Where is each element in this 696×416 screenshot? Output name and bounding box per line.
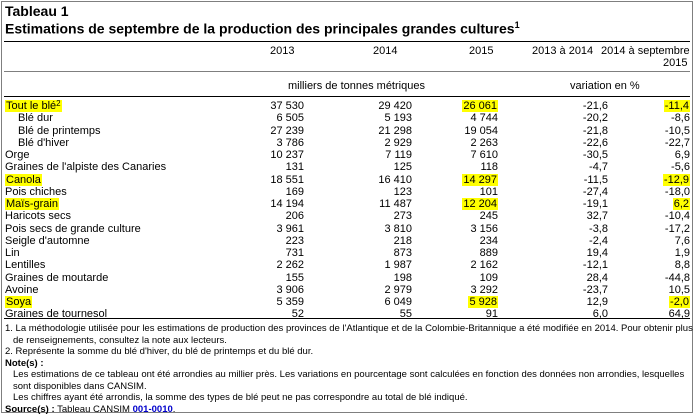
col-2015: 2015 [469, 45, 494, 57]
cell-5: -8,6 [671, 112, 690, 125]
cell-1: 169 [285, 185, 304, 198]
col-2013-2014: 2013 à 2014 [532, 45, 594, 57]
cell-2: 198 [393, 271, 412, 284]
col-2014: 2014 [373, 45, 398, 57]
cell-4: 19,4 [586, 247, 608, 259]
cell-3: 91 [485, 308, 498, 321]
row-label: Haricots secs [5, 210, 72, 223]
notes-heading: Note(s) : [5, 357, 44, 369]
cell-1: 10 237 [270, 149, 304, 161]
table-row [4, 284, 694, 296]
cell-4: -4,7 [589, 161, 608, 174]
cell-4: 32,7 [586, 210, 608, 223]
row-label: Pois secs de grande culture [5, 222, 141, 235]
cell-1: 3 786 [276, 136, 304, 149]
cell-5: 6,9 [674, 149, 690, 161]
table-row [4, 137, 694, 149]
cell-3: 14 297 [463, 173, 497, 186]
table-row [4, 259, 694, 271]
footnote-1: 1. La méthodologie utilisée pour les estimations de production des provinces de l'Atlantique et de la Colombie-Britannique a été modifiée en 2014. Pour obtenir plus [5, 323, 693, 334]
cell-2: 5 193 [384, 112, 412, 125]
col-2014-sept: 2014 à septembre [601, 45, 690, 57]
cell-5: -12,9 [663, 173, 689, 186]
cell-4: -3,8 [589, 222, 608, 235]
table-row [4, 296, 694, 308]
cell-1: 731 [285, 247, 304, 259]
cell-1: 223 [285, 234, 304, 247]
note-a: Les estimations de ce tableau ont été arrondies au millier près. Les variations en pourcentage sont calculées en fonction des données non arrondies, lesquelles [13, 369, 685, 380]
note-a-cont: sont disponibles dans CANSIM. [13, 380, 147, 392]
cell-5: -17,2 [664, 222, 690, 235]
cell-3: 19 054 [464, 124, 498, 137]
cell-1: 37 530 [270, 100, 304, 112]
cell-2: 2 979 [384, 283, 412, 296]
header-bottom-rule [4, 96, 690, 97]
cell-5: -5,6 [671, 161, 690, 174]
cell-1: 52 [291, 308, 304, 321]
cell-2: 6 049 [384, 296, 412, 308]
row-label: Avoine [5, 283, 39, 296]
cell-5: -11,4 [664, 100, 689, 112]
table-row [4, 125, 694, 137]
row-label: Canola [6, 173, 41, 186]
header-mid-rule [4, 71, 690, 72]
cell-5: -10,4 [664, 210, 690, 223]
cell-2: 1 987 [384, 259, 412, 272]
row-label: Blé de printemps [18, 124, 101, 137]
table-row [4, 272, 694, 284]
cell-1: 18 551 [270, 173, 304, 186]
header-top-rule [4, 41, 690, 42]
cell-1: 206 [285, 210, 304, 223]
cell-2: 873 [393, 247, 412, 259]
title-footnote-ref[interactable]: 1 [514, 20, 520, 30]
cell-1: 14 194 [270, 198, 304, 210]
cell-3: 889 [479, 247, 498, 259]
cell-2: 2 929 [384, 136, 412, 149]
row-label: Lentilles [5, 259, 46, 272]
unit-left: milliers de tonnes métriques [288, 80, 425, 92]
row-label: Pois chiches [5, 185, 67, 198]
cell-3: 234 [479, 234, 498, 247]
cell-3: 118 [480, 161, 498, 174]
table-row [4, 112, 694, 124]
table-title: Estimations de septembre de la production des principales grandes cultures$^1$ [5, 20, 520, 37]
cell-2: 55 [399, 308, 412, 321]
row-label: Graines de l'alpiste des Canaries [5, 161, 167, 174]
table-row [4, 100, 694, 112]
table-row [4, 149, 694, 161]
table-row [4, 210, 694, 222]
cell-5: 64,9 [668, 308, 690, 321]
unit-right: variation en % [570, 80, 640, 92]
row-label: Graines de moutarde [5, 271, 109, 284]
table-row [4, 198, 694, 210]
cell-3: 2 162 [470, 259, 498, 272]
cell-1: 155 [285, 271, 304, 284]
cell-2: 218 [393, 234, 412, 247]
cell-4: -22,6 [582, 136, 608, 149]
col-2013: 2013 [270, 45, 295, 57]
cell-3: 4 744 [470, 112, 498, 125]
row-footnote-ref[interactable]: 2 [56, 99, 61, 108]
cell-3: 101 [479, 185, 498, 198]
cell-4: -30,5 [582, 149, 608, 161]
cell-5: -18,0 [664, 185, 690, 198]
cell-3: 26 061 [463, 100, 497, 112]
cell-4: -21,6 [582, 100, 608, 112]
cell-1: 6 505 [276, 112, 304, 125]
table-row [4, 247, 694, 259]
row-label: Lin [5, 247, 20, 259]
cell-4: -2,4 [589, 234, 608, 247]
cell-1: 3 961 [276, 222, 304, 235]
cell-3: 2 263 [470, 136, 498, 149]
cell-1: 3 906 [276, 283, 304, 296]
cell-4: -12,1 [582, 259, 608, 272]
col-2014-sept-2015: 2015 [663, 57, 688, 69]
cell-5: -2,0 [670, 296, 689, 308]
cell-4: -19,1 [582, 198, 608, 210]
source-text: Tableau CANSIM [57, 403, 130, 415]
cell-4: -27,4 [582, 185, 608, 198]
cell-5: 10,5 [668, 283, 690, 296]
table-label: Tableau 1 [5, 3, 69, 19]
footnote-2: 2. Représente la somme du blé d'hiver, du blé de printemps et du blé dur. [5, 346, 314, 357]
cell-5: -44,8 [664, 271, 690, 284]
source-link[interactable]: 001-0010 [132, 403, 173, 415]
cell-3: 7 610 [470, 149, 498, 161]
cell-2: 21 298 [378, 124, 412, 137]
cell-4: -23,7 [582, 283, 608, 296]
cell-5: 6,2 [673, 198, 689, 210]
cell-4: 12,9 [586, 296, 608, 308]
cell-1: 2 262 [276, 259, 304, 272]
table-bottom-rule [4, 318, 690, 319]
cell-4: 6,0 [592, 308, 608, 321]
cell-2: 7 119 [385, 149, 412, 161]
cell-3: 3 156 [470, 222, 498, 235]
cell-2: 3 810 [384, 222, 412, 235]
cell-2: 123 [393, 185, 412, 198]
row-label: Blé d'hiver [18, 136, 70, 149]
cell-3: 245 [479, 210, 498, 223]
cell-2: 273 [393, 210, 412, 223]
table-row [4, 161, 694, 173]
row-label: Tout le blé$^2$ [6, 99, 61, 112]
row-label: Blé dur [18, 112, 53, 125]
cell-1: 131 [285, 161, 304, 174]
cell-4: 28,4 [586, 271, 608, 284]
note-b: Les chiffres ayant été arrondis, la somme des types de blé peut ne pas correspondre au total de blé indiqué. [13, 392, 468, 403]
table-row [4, 223, 694, 235]
cell-2: 11 487 [379, 198, 412, 210]
cell-5: 8,8 [674, 259, 690, 272]
table-row [4, 186, 694, 198]
row-label: Maïs-grain [6, 198, 58, 210]
source-line: Source(s) : Tableau CANSIM 001-0010. [5, 403, 176, 415]
cell-2: 29 420 [378, 100, 412, 112]
row-label: Seigle d'automne [5, 234, 90, 247]
cell-2: 16 410 [378, 173, 412, 186]
cell-3: 109 [479, 271, 498, 284]
cell-1: 5 359 [276, 296, 304, 308]
cell-3: 12 204 [463, 198, 497, 210]
cell-5: 1,9 [674, 247, 690, 259]
table-row [4, 174, 694, 186]
cell-3: 5 928 [469, 296, 497, 308]
row-label: Soya [6, 296, 32, 308]
cell-1: 27 239 [270, 124, 304, 137]
table-row [4, 235, 694, 247]
cell-5: -10,5 [664, 124, 690, 137]
cell-4: -21,8 [582, 124, 608, 137]
row-label: Graines de tournesol [5, 308, 108, 321]
cell-5: 7,6 [674, 234, 690, 247]
row-label: Orge [5, 149, 30, 161]
cell-4: -11,5 [583, 173, 608, 186]
footnote-1-cont: de renseignements, consultez la note aux lecteurs. [13, 334, 227, 346]
footnotes [5, 323, 693, 415]
cell-5: -22,7 [664, 136, 690, 149]
cell-3: 3 292 [470, 283, 498, 296]
cell-4: -20,2 [582, 112, 608, 125]
cell-2: 125 [393, 161, 412, 174]
source-heading: Source(s) : [5, 403, 55, 415]
